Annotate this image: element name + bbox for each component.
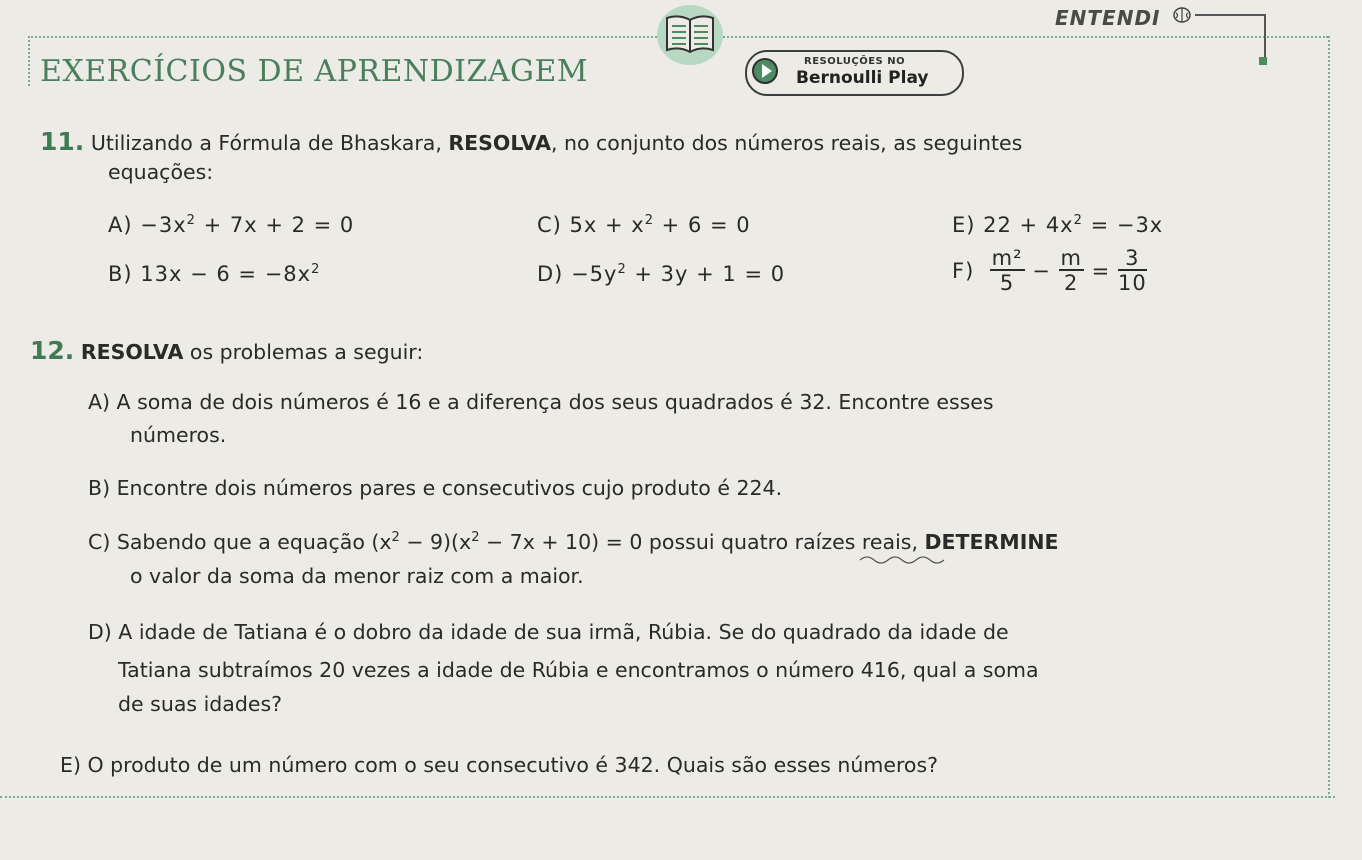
problem-a-line-2: números. [130,423,227,447]
problem-c-line-1: C) Sabendo que a equação $(x^2 - 9)(x^2 - 7x + 10) = 0$ possui quatro raízes reais, DETERMINE [88,530,1059,554]
play-triangle-icon [762,64,772,78]
problem-a-line-1: A) A soma de dois números é 16 e a diferença dos seus quadrados é 32. Encontre esses [88,390,994,414]
question-11-text: Utilizando a Fórmula de Bhaskara, [90,131,449,155]
question-12-text: os problemas a seguir: [183,340,424,364]
question-12-bold: RESOLVA [80,340,184,364]
question-11-line-1 [40,127,1022,156]
brain-icon [1172,6,1192,24]
equation-e: E) $22 + 4x^2 = -3x$ [952,213,1164,237]
entendi-label: ENTENDI [1055,6,1161,30]
badge-caption: RESOLUÇÕES NO [804,56,906,67]
question-11-text-cont: , no conjunto dos números reais, as seguintes [550,131,1023,155]
question-11-line-2: equações: [108,160,214,184]
problem-d-line-2: Tatiana subtraímos 20 vezes a idade de Rúbia e encontramos o número 416, qual a soma [118,658,1039,682]
question-12-line-1 [30,336,423,365]
problem-b-line-1: B) Encontre dois números pares e consecutivos cujo produto é 224. [88,476,783,500]
dotted-border-right [1328,36,1330,798]
entendi-square-marker [1259,57,1267,65]
dotted-border-bottom [0,796,1335,798]
fraction-3-over-10: $\frac{3}{10}$ [1117,246,1147,295]
fraction-m-over-2: $\frac{m}{2}$ [1060,246,1082,295]
badge-title: Bernoulli Play [796,68,929,88]
equation-f: F) $\frac{\text{m²}}{5}$ − $\frac{m}{2}$ = $\frac{3}{10}$ [952,246,1147,295]
fraction-m2-over-5: $\frac{\text{m²}}{5}$ [991,246,1023,295]
problem-d-line-1: D) A idade de Tatiana é o dobro da idade de sua irmã, Rúbia. Se do quadrado da idade de [88,620,1009,644]
problem-c-line-2: o valor da soma da menor raiz com a maior. [130,564,584,588]
entendi-vertical-line [1264,14,1266,60]
book-icon [655,4,725,66]
equation-c: C) $5x + x^2 + 6 = 0$ [537,213,751,237]
underline-squiggle [858,553,948,567]
problem-d-line-3: de suas idades? [118,692,283,716]
entendi-line [1195,14,1265,16]
question-11-bold: RESOLVA [448,131,551,155]
question-11-number: 11. [40,127,85,156]
section-title: EXERCÍCIOS DE APRENDIZAGEM [40,54,589,89]
problem-e-line-1: E) O produto de um número com o seu consecutivo é 342. Quais são esses números? [60,753,939,777]
equation-b: B) $13x - 6 = -8x^2$ [108,262,321,286]
equation-a: $A) -3x^2 + 7x + 2 = 0$ [108,213,355,237]
equation-d: $D) -5y^2 + 3y + 1 = 0$ [537,262,786,286]
dotted-border-left [28,36,30,86]
question-12-number: 12. [30,336,75,365]
